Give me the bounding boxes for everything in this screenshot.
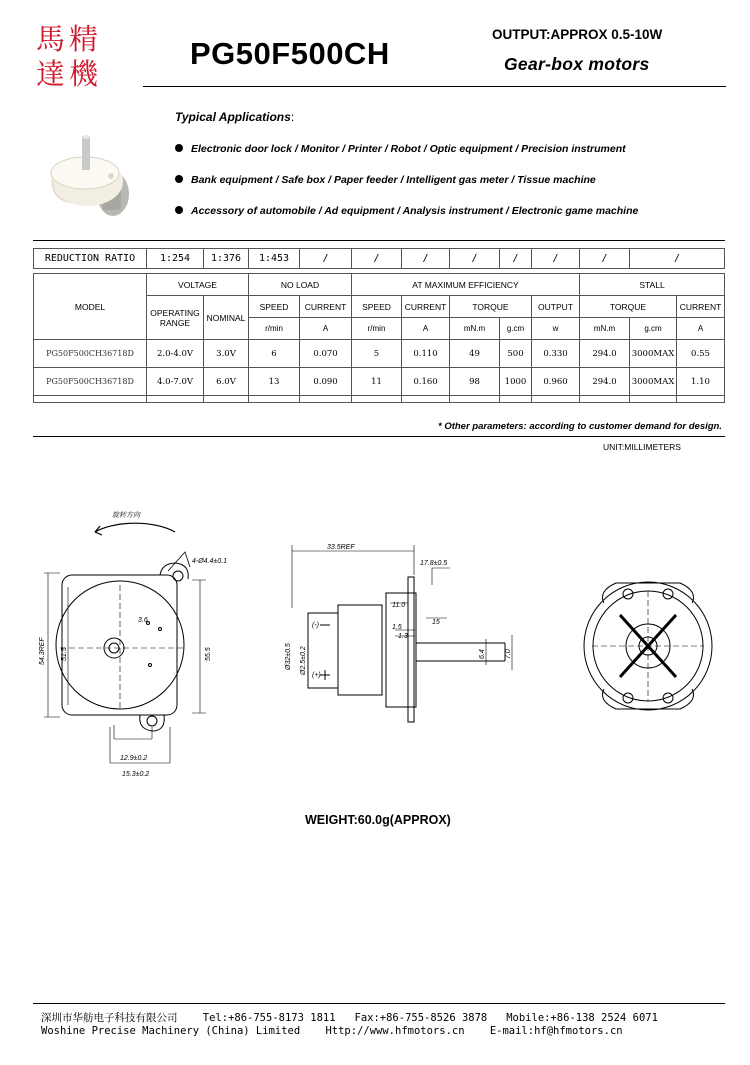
cell-range: 4.0-7.0V xyxy=(147,368,204,396)
header-torque: TORQUE xyxy=(450,296,532,318)
cell-st-torque-gcm: 3000MAX xyxy=(630,340,677,368)
header-stall: STALL xyxy=(580,274,725,296)
table-row-empty xyxy=(34,396,725,403)
product-subtitle: Gear-box motors xyxy=(504,54,650,74)
cell-range: 2.0-4.0V xyxy=(147,340,204,368)
cell-me-current: 0.110 xyxy=(402,340,450,368)
dim-label: 1.5 xyxy=(392,624,402,631)
cell-nl-speed: 13 xyxy=(249,368,300,396)
empty-cell xyxy=(532,396,580,403)
header-no-load: NO LOAD xyxy=(249,274,352,296)
cell-me-torque-mnm: 49 xyxy=(450,340,500,368)
cell-st-torque-gcm: 3000MAX xyxy=(630,368,677,396)
unit-label: UNIT:MILLIMETERS xyxy=(603,442,681,452)
cell-me-current: 0.160 xyxy=(402,368,450,396)
ratio-value: / xyxy=(300,249,352,269)
empty-cell xyxy=(677,396,725,403)
header-current: CURRENT xyxy=(402,296,450,318)
logo-char: 機 xyxy=(68,57,98,91)
cell-me-speed: 11 xyxy=(352,368,402,396)
empty-cell xyxy=(450,396,500,403)
header-torque: TORQUE xyxy=(580,296,677,318)
logo-char: 馬 xyxy=(35,22,65,56)
dim-label: 6.4 xyxy=(479,649,486,659)
dim-label: 1.3 xyxy=(398,633,408,640)
bullet-icon xyxy=(175,206,183,214)
ratio-value: / xyxy=(402,249,450,269)
header-max-efficiency: AT MAXIMUM EFFICIENCY xyxy=(352,274,580,296)
cell-st-current: 0.55 xyxy=(677,340,725,368)
ratio-value: / xyxy=(352,249,402,269)
bullet-icon xyxy=(175,144,183,152)
header-operating-range xyxy=(147,296,204,340)
ratio-value: / xyxy=(630,249,725,269)
dim-label: Ø32±0.5 xyxy=(285,643,292,670)
section-rule xyxy=(33,240,725,241)
header-speed: SPEED xyxy=(352,296,402,318)
application-text: Accessory of automobile / Ad equipment / Analysis instrument / Electronic game machine xyxy=(191,205,639,217)
cell-me-torque-gcm: 500 xyxy=(500,340,532,368)
unit-a: A xyxy=(300,318,352,340)
cell-me-output: 0.960 xyxy=(532,368,580,396)
dim-label: 17.8±0.5 xyxy=(420,560,448,567)
header-operating: OPERATING xyxy=(150,307,200,318)
unit-rmin: r/min xyxy=(352,318,402,340)
unit-a: A xyxy=(677,318,725,340)
empty-cell xyxy=(500,396,532,403)
header-range: RANGE xyxy=(159,317,191,328)
motor-photo xyxy=(45,128,145,228)
applications-title-text: Typical Applications xyxy=(175,110,291,124)
application-text: Bank equipment / Safe box / Paper feeder / Intelligent gas meter / Tissue machine xyxy=(191,174,596,186)
application-item xyxy=(175,205,638,217)
ratio-value: / xyxy=(500,249,532,269)
dim-label: 11.0 xyxy=(392,602,406,609)
cell-me-torque-mnm: 98 xyxy=(450,368,500,396)
dim-label: 51.5 xyxy=(61,647,68,661)
applications-title xyxy=(175,110,294,124)
table-row xyxy=(34,340,725,368)
cell-me-speed: 5 xyxy=(352,340,402,368)
empty-cell xyxy=(630,396,677,403)
ratio-value: / xyxy=(450,249,500,269)
empty-cell xyxy=(34,396,147,403)
dim-label: 3.6 xyxy=(138,617,148,624)
cell-model: PG50F500CH36718D xyxy=(34,368,147,396)
ratio-value: 1:453 xyxy=(249,249,300,269)
applications-colon: : xyxy=(290,110,295,124)
header-speed: SPEED xyxy=(249,296,300,318)
unit-rmin: r/min xyxy=(249,318,300,340)
header-current: CURRENT xyxy=(300,296,352,318)
empty-cell xyxy=(204,396,249,403)
dim-label: 55.5 xyxy=(205,647,212,661)
ratio-value: 1:254 xyxy=(147,249,204,269)
header-model: MODEL xyxy=(34,274,147,340)
dim-label: 33.5REF xyxy=(327,544,355,551)
header-output: OUTPUT xyxy=(532,296,580,318)
empty-cell xyxy=(147,396,204,403)
front-view xyxy=(44,523,206,763)
rear-view xyxy=(584,582,712,710)
unit-gcm: g.cm xyxy=(500,318,532,340)
application-item xyxy=(175,143,626,155)
application-text: Electronic door lock / Monitor / Printer / Robot / Optic equipment / Precision instrument xyxy=(191,143,626,155)
empty-cell xyxy=(352,396,402,403)
polarity-label: (+) xyxy=(312,672,321,679)
footer-contact: 深圳市华舫电子科技有限公司 Tel:+86-755-8173 1811 Fax:+86-755-8526 3878 Mobile:+86-138 2524 6071 xyxy=(41,1012,658,1024)
hole-label: 4-Ø4.4±0.1 xyxy=(192,558,227,565)
header-voltage: VOLTAGE xyxy=(147,274,249,296)
cell-nl-current: 0.070 xyxy=(300,340,352,368)
cell-st-torque-mnm: 294.0 xyxy=(580,340,630,368)
rotation-label: 旋转方向 xyxy=(112,512,140,519)
company-logo xyxy=(34,22,100,92)
footer-company: Woshine Precise Machinery (China) Limited Http://www.hfmotors.cn E-mail:hf@hfmotors.cn xyxy=(41,1025,623,1037)
polarity-label: (-) xyxy=(312,622,319,629)
header-current: CURRENT xyxy=(677,296,725,318)
dim-label: 15.3±0.2 xyxy=(122,771,150,778)
logo-char: 達 xyxy=(35,57,65,91)
header-rule xyxy=(143,86,726,87)
bullet-icon xyxy=(175,175,183,183)
cell-nl-speed: 6 xyxy=(249,340,300,368)
empty-cell xyxy=(249,396,300,403)
cell-me-output: 0.330 xyxy=(532,340,580,368)
spec-table xyxy=(33,273,725,403)
dim-label: 12.9±0.2 xyxy=(120,755,148,762)
footer-rule xyxy=(33,1003,725,1004)
weight-label: WEIGHT:60.0g(APPROX) xyxy=(305,813,451,827)
empty-cell xyxy=(300,396,352,403)
reduction-ratio-table xyxy=(33,248,725,269)
cell-nominal: 3.0V xyxy=(204,340,249,368)
ratio-value: / xyxy=(580,249,630,269)
design-note: * Other parameters: according to customer demand for design. xyxy=(437,421,722,432)
dim-label: 15 xyxy=(432,619,440,626)
empty-cell xyxy=(402,396,450,403)
unit-a: A xyxy=(402,318,450,340)
output-power: OUTPUT:APPROX 0.5-10W xyxy=(492,27,663,42)
dim-label: 54.3REF xyxy=(39,637,46,665)
unit-w: w xyxy=(532,318,580,340)
cell-st-current: 1.10 xyxy=(677,368,725,396)
ratio-value: 1:376 xyxy=(204,249,249,269)
cell-nominal: 6.0V xyxy=(204,368,249,396)
application-item xyxy=(175,174,596,186)
cell-st-torque-mnm: 294.0 xyxy=(580,368,630,396)
cell-model: PG50F500CH36718D xyxy=(34,340,147,368)
cell-nl-current: 0.090 xyxy=(300,368,352,396)
ratio-label: REDUCTION RATIO xyxy=(34,249,147,269)
dim-label: 7.0 xyxy=(505,649,512,659)
cell-me-torque-gcm: 1000 xyxy=(500,368,532,396)
technical-drawing xyxy=(0,495,750,795)
ratio-value: / xyxy=(532,249,580,269)
header-nominal: NOMINAL xyxy=(204,296,249,340)
unit-mnm: mN.m xyxy=(450,318,500,340)
unit-gcm: g.cm xyxy=(630,318,677,340)
logo-char: 精 xyxy=(68,22,98,56)
model-title: PG50F500CH xyxy=(190,36,390,71)
note-rule xyxy=(33,436,725,437)
empty-cell xyxy=(580,396,630,403)
dim-label: Ø2.5±0.2 xyxy=(300,646,307,675)
unit-mnm: mN.m xyxy=(580,318,630,340)
table-row xyxy=(34,368,725,396)
